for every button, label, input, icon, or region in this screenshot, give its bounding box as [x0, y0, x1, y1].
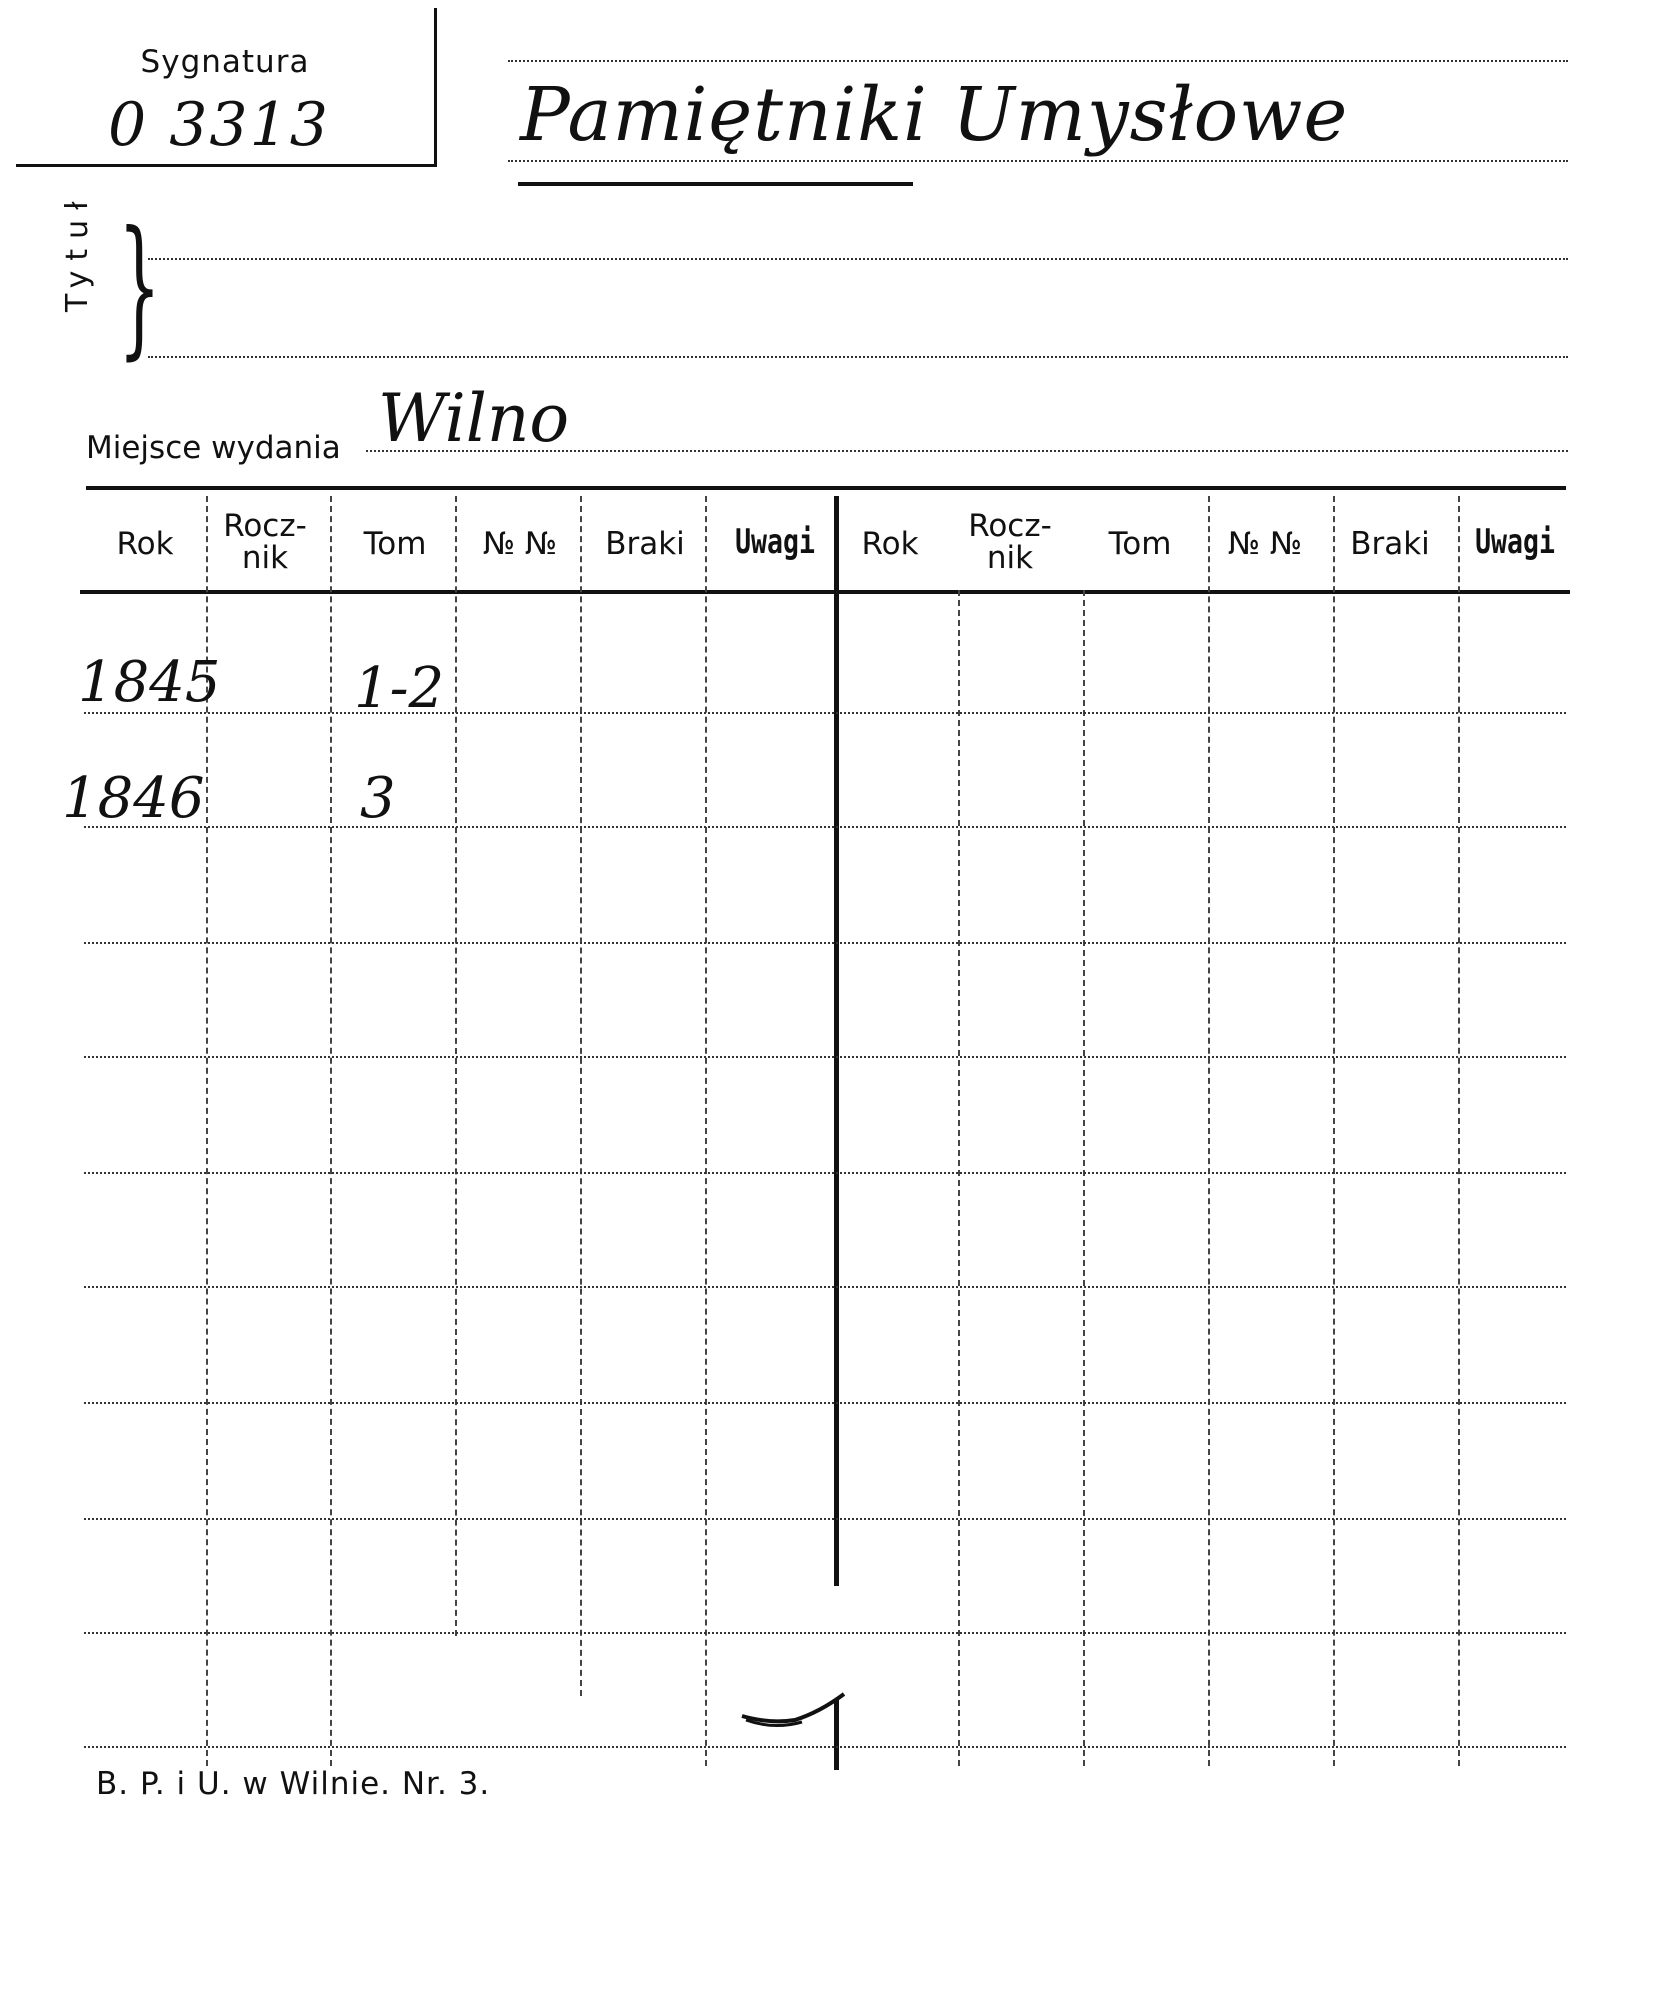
col-divider	[455, 496, 457, 1636]
col-divider	[1083, 590, 1085, 1766]
header-rok-left: Rok	[116, 526, 174, 562]
tytul-line-2	[148, 356, 1568, 358]
col-divider	[705, 496, 707, 1766]
row-line	[84, 826, 1566, 828]
header-tom-right: Tom	[1108, 526, 1172, 562]
header-uwagi-left: Uwagi	[735, 522, 815, 562]
pencil-mark	[740, 1690, 850, 1740]
tytul-label: Tytuł	[60, 191, 95, 312]
sygnatura-box	[16, 8, 437, 167]
row-line	[84, 712, 1566, 714]
sygnatura-value: 0 3313	[108, 90, 330, 160]
col-divider	[1333, 496, 1335, 1766]
header-tom-left: Tom	[363, 526, 427, 562]
header-braki-right: Braki	[1350, 526, 1430, 562]
header-uwagi-right: Uwagi	[1475, 522, 1555, 562]
miejsce-line	[366, 450, 1568, 452]
row-line	[84, 1632, 1566, 1634]
row-line	[84, 942, 1566, 944]
handwritten-title: Pamiętniki Umysłowe	[520, 72, 1349, 158]
header-braki-left: Braki	[605, 526, 685, 562]
tytul-line-1	[148, 258, 1568, 260]
brace-icon: }	[118, 200, 161, 374]
header-rocznik-right: Rocz- nik	[968, 508, 1052, 576]
center-divider	[834, 496, 839, 1586]
row-line	[84, 1518, 1566, 1520]
row-line	[84, 1286, 1566, 1288]
miejsce-label: Miejsce wydania	[86, 430, 341, 466]
row-2-tom: 3	[360, 766, 396, 831]
sygnatura-label: Sygnatura	[140, 44, 310, 80]
header-numery-right: № №	[1227, 526, 1303, 562]
col-divider	[958, 590, 960, 1766]
row-1-rok: 1845	[78, 650, 221, 715]
header-rok-right: Rok	[861, 526, 919, 562]
row-line	[84, 1746, 1566, 1748]
title-line-1	[508, 60, 1568, 62]
table-header-rule	[80, 590, 1570, 594]
table-top-rule	[86, 486, 1566, 490]
col-divider	[1208, 496, 1210, 1766]
row-2-rok: 1846	[62, 766, 205, 831]
header-rocznik-left: Rocz- nik	[223, 508, 307, 576]
row-line	[84, 1056, 1566, 1058]
header-numery-left: № №	[482, 526, 558, 562]
row-line	[84, 1402, 1566, 1404]
miejsce-value: Wilno	[378, 380, 570, 457]
title-underline	[518, 182, 913, 186]
col-divider	[580, 496, 582, 1696]
row-1-tom: 1-2	[354, 656, 445, 721]
col-divider	[1458, 496, 1460, 1766]
title-line-2	[508, 160, 1568, 162]
col-divider	[330, 496, 332, 1766]
footer-text: B. P. i U. w Wilnie. Nr. 3.	[96, 1766, 491, 1802]
row-line	[84, 1172, 1566, 1174]
